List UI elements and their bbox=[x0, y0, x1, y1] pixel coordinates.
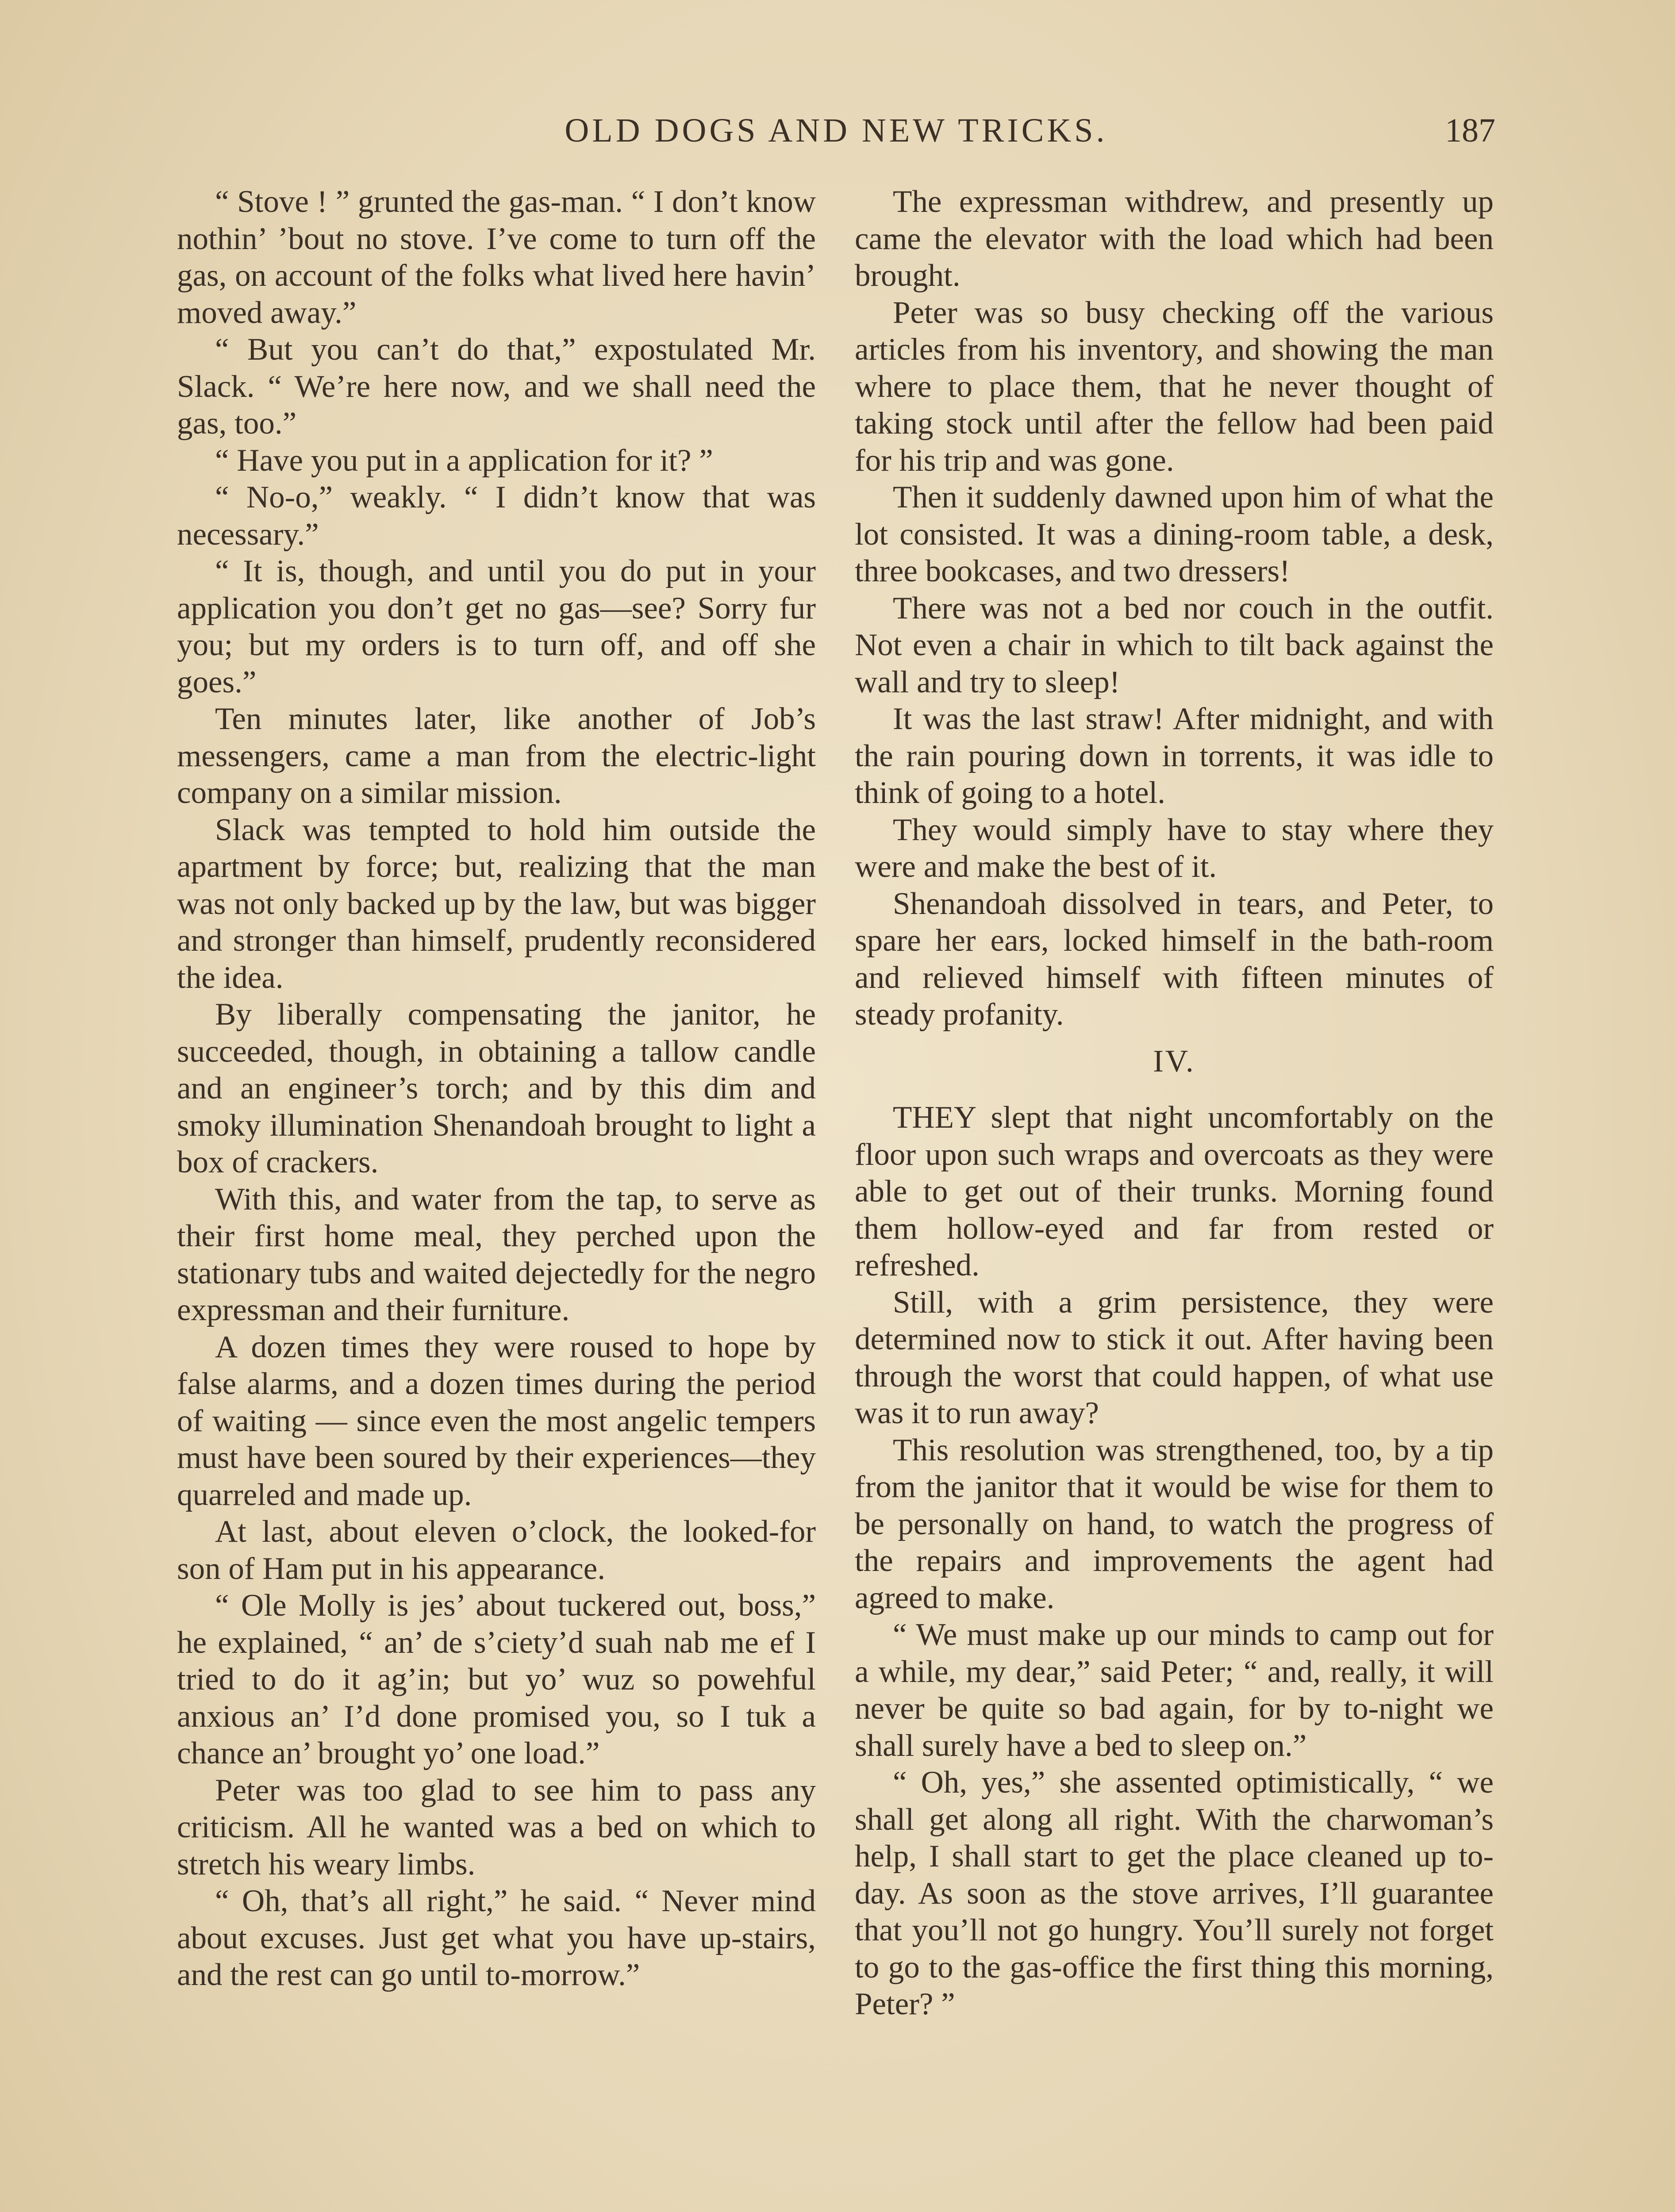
paragraph: Then it suddenly dawned upon him of what the lot consisted. It was a dining-room table, a desk, three bookcases, and two dressers! bbox=[855, 480, 1494, 588]
paragraph: “ Stove ! ” grunted the gas-man. “ I don’t know nothin’ ’bout no stove. I’ve come to turn off the gas, on account of the folks what lived here havin’ moved away.” bbox=[177, 184, 816, 330]
paragraph: Shenandoah dissolved in tears, and Peter, to spare her ears, locked himself in the bath-room and relieved himself with fifteen minutes of steady profanity. bbox=[855, 886, 1494, 1032]
section-heading: IV. bbox=[1153, 1044, 1195, 1079]
paragraph: “ No-o,” weakly. “ I didn’t know that was necessary.” bbox=[177, 480, 816, 552]
paragraph: Slack was tempted to hold him outside the apartment by force; but, realizing that the man was not only backed up by the law, but was bigger and stronger than himself, prudently reconsidered the idea. bbox=[177, 812, 816, 995]
paragraph: Peter was too glad to see him to pass any criticism. All he wanted was a bed on which to stretch his weary limbs. bbox=[177, 1773, 816, 1882]
running-title: OLD DOGS AND NEW TRICKS. bbox=[565, 112, 1108, 149]
paragraph: There was not a bed nor couch in the outfit. Not even a chair in which to tilt back against the wall and try to sleep! bbox=[855, 591, 1494, 699]
paragraph: A dozen times they were roused to hope by false alarms, and a dozen times during the period of waiting — since even the most angelic tempers must have been soured by their experiences—they quarreled and made up. bbox=[177, 1329, 816, 1512]
paragraph: “ Oh, yes,” she assented optimistically, “ we shall get along all right. With the charwoman’s help, I shall start to get the place cleaned up to-day. As soon as the stove arrives, I’ll guarantee that you’ll not go hungry. You’ll surely not forget to go to the gas-office the first thing this morning, Peter? ” bbox=[855, 1765, 1494, 2021]
left-column bbox=[177, 184, 816, 1994]
right-column bbox=[855, 184, 1494, 2023]
paragraph: “ We must make up our minds to camp out for a while, my dear,” said Peter; “ and, really, it will never be quite so bad again, for by to-night we shall surely have a bed to sleep on.” bbox=[855, 1617, 1494, 1763]
page-header bbox=[177, 106, 1495, 155]
paragraph: It was the last straw! After midnight, and with the rain pouring down in torrents, it was idle to think of going to a hotel. bbox=[855, 702, 1494, 810]
paragraph: Still, with a grim persistence, they were determined now to stick it out. After having been through the worst that could happen, of what use was it to run away? bbox=[855, 1285, 1494, 1430]
paragraph: Peter was so busy checking off the various articles from his inventory, and showing the man where to place them, that he never thought of taking stock until after the fellow had been paid for his trip and was gone. bbox=[855, 295, 1494, 478]
paragraph: “ Have you put in a application for it? ” bbox=[215, 443, 713, 478]
paragraph: THEY slept that night uncomfortably on the floor upon such wraps and overcoats as they were able to get out of their trunks. Morning found them hollow-eyed and far from rested or refreshed. bbox=[855, 1100, 1494, 1283]
page-number: 187 bbox=[1445, 112, 1495, 149]
paragraph: Ten minutes later, like another of Job’s messengers, came a man from the electric-light company on a similar mission. bbox=[177, 702, 816, 810]
paragraph: “ Oh, that’s all right,” he said. “ Never mind about excuses. Just get what you have up-stairs, and the rest can go until to-morrow.” bbox=[177, 1884, 816, 1992]
paragraph: “ It is, though, and until you do put in your application you don’t get no gas—see? Sorry fur you; but my orders is to turn off, and off she goes.” bbox=[177, 554, 816, 699]
paragraph: At last, about eleven o’clock, the looked-for son of Ham put in his appearance. bbox=[177, 1514, 816, 1586]
paragraph: “ Ole Molly is jes’ about tuckered out, boss,” he explained, “ an’ de s’ciety’d suah nab me ef I tried to do it ag’in; but yo’ wuz so powehful anxious an’ I’d done promised you, so I tuk a chance an’ brought yo’ one load.” bbox=[177, 1588, 816, 1770]
paragraph: They would simply have to stay where they were and make the best of it. bbox=[855, 812, 1494, 884]
paragraph: With this, and water from the tap, to serve as their first home meal, they perched upon the stationary tubs and waited dejectedly for the negro expressman and their furniture. bbox=[177, 1182, 816, 1327]
paragraph: “ But you can’t do that,” expostulated Mr. Slack. “ We’re here now, and we shall need the gas, too.” bbox=[177, 332, 816, 441]
paragraph: By liberally compensating the janitor, he succeeded, though, in obtaining a tallow candle and an engineer’s torch; and by this dim and smoky illumination Shenandoah brought to light a box of crackers. bbox=[177, 997, 816, 1179]
paragraph: This resolution was strengthened, too, by a tip from the janitor that it would be wise for them to be personally on hand, to watch the progress of the repairs and improvements the agent had agreed to make. bbox=[855, 1432, 1494, 1615]
paragraph: The expressman withdrew, and presently up came the elevator with the load which had been brought. bbox=[855, 184, 1494, 293]
